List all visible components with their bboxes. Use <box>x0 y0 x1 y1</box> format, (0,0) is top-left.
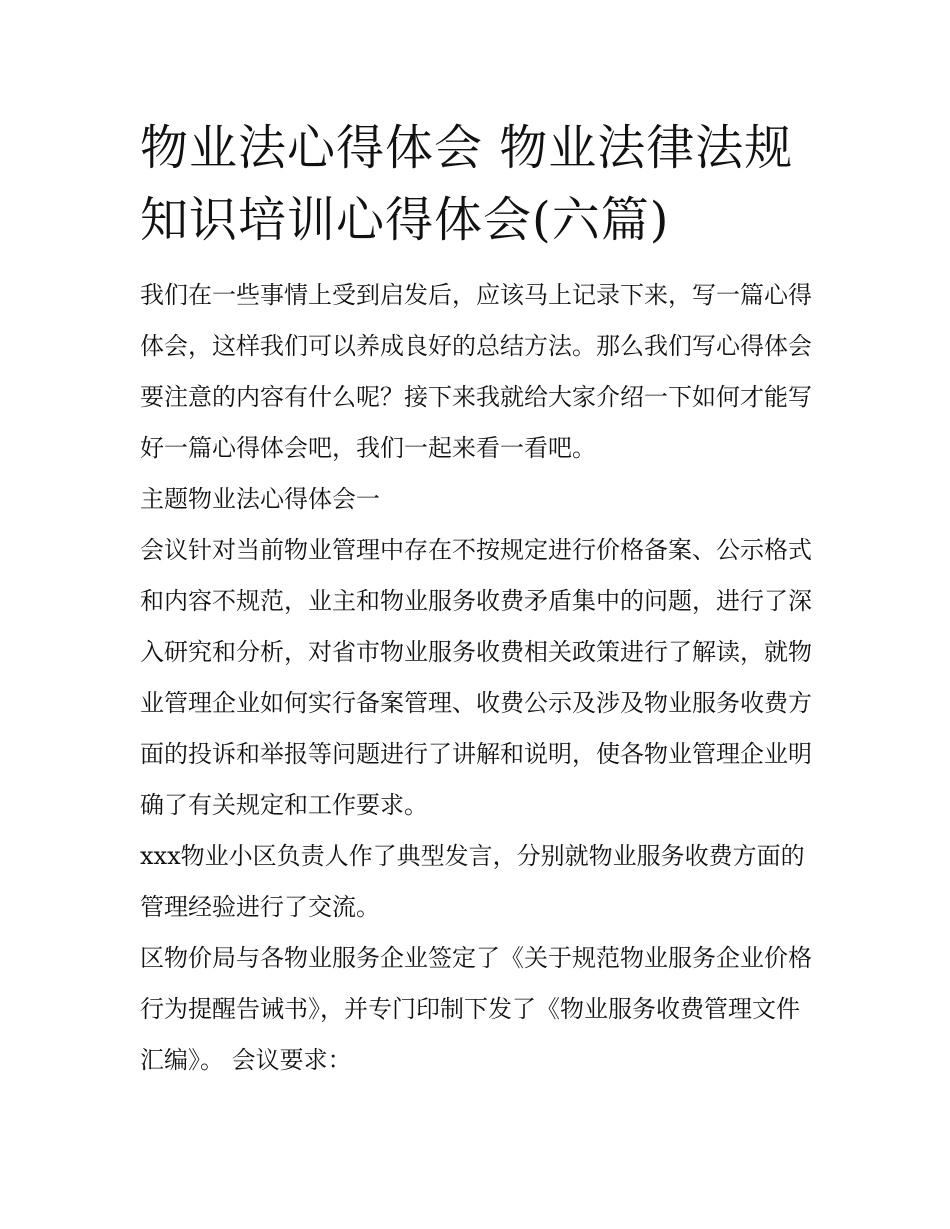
body-paragraph: 区物价局与各物业服务企业签定了《关于规范物业服务企业价格行为提醒告诫书》，并专门印制下发了《物业服务收费管理文件汇编》。 会议要求： <box>140 944 812 1074</box>
body-paragraph: xxx物业小区负责人作了典型发言，分别就物业服务收费方面的管理经验进行了交流。 <box>140 842 805 921</box>
document-title: 物业法心得体会 物业法律法规知识培训心得体会(六篇) <box>140 120 794 248</box>
document-content <box>140 112 820 1086</box>
intro-paragraph: 我们在一些事情上受到启发后，应该马上记录下来，写一篇心得体会，这样我们可以养成良好的总结方法。那么我们写心得体会要注意的内容有什么呢？接下来我就给大家介绍一下如何才能写好一篇心得体会吧，我们一起来看一看吧。 <box>140 281 812 462</box>
document-body <box>140 270 820 1086</box>
body-paragraph: 会议针对当前物业管理中存在不按规定进行价格备案、公示格式和内容不规范，业主和物业服务收费矛盾集中的问题，进行了深入研究和分析，对省市物业服务收费相关政策进行了解读，就物业管理企业如何实行备案管理、收费公示及涉及物业服务收费方面的投诉和举报等问题进行了讲解和说明，使各物业管理企业明确了有关规定和工作要求。 <box>140 536 812 819</box>
section-heading: 主题物业法心得体会一 <box>140 485 380 513</box>
